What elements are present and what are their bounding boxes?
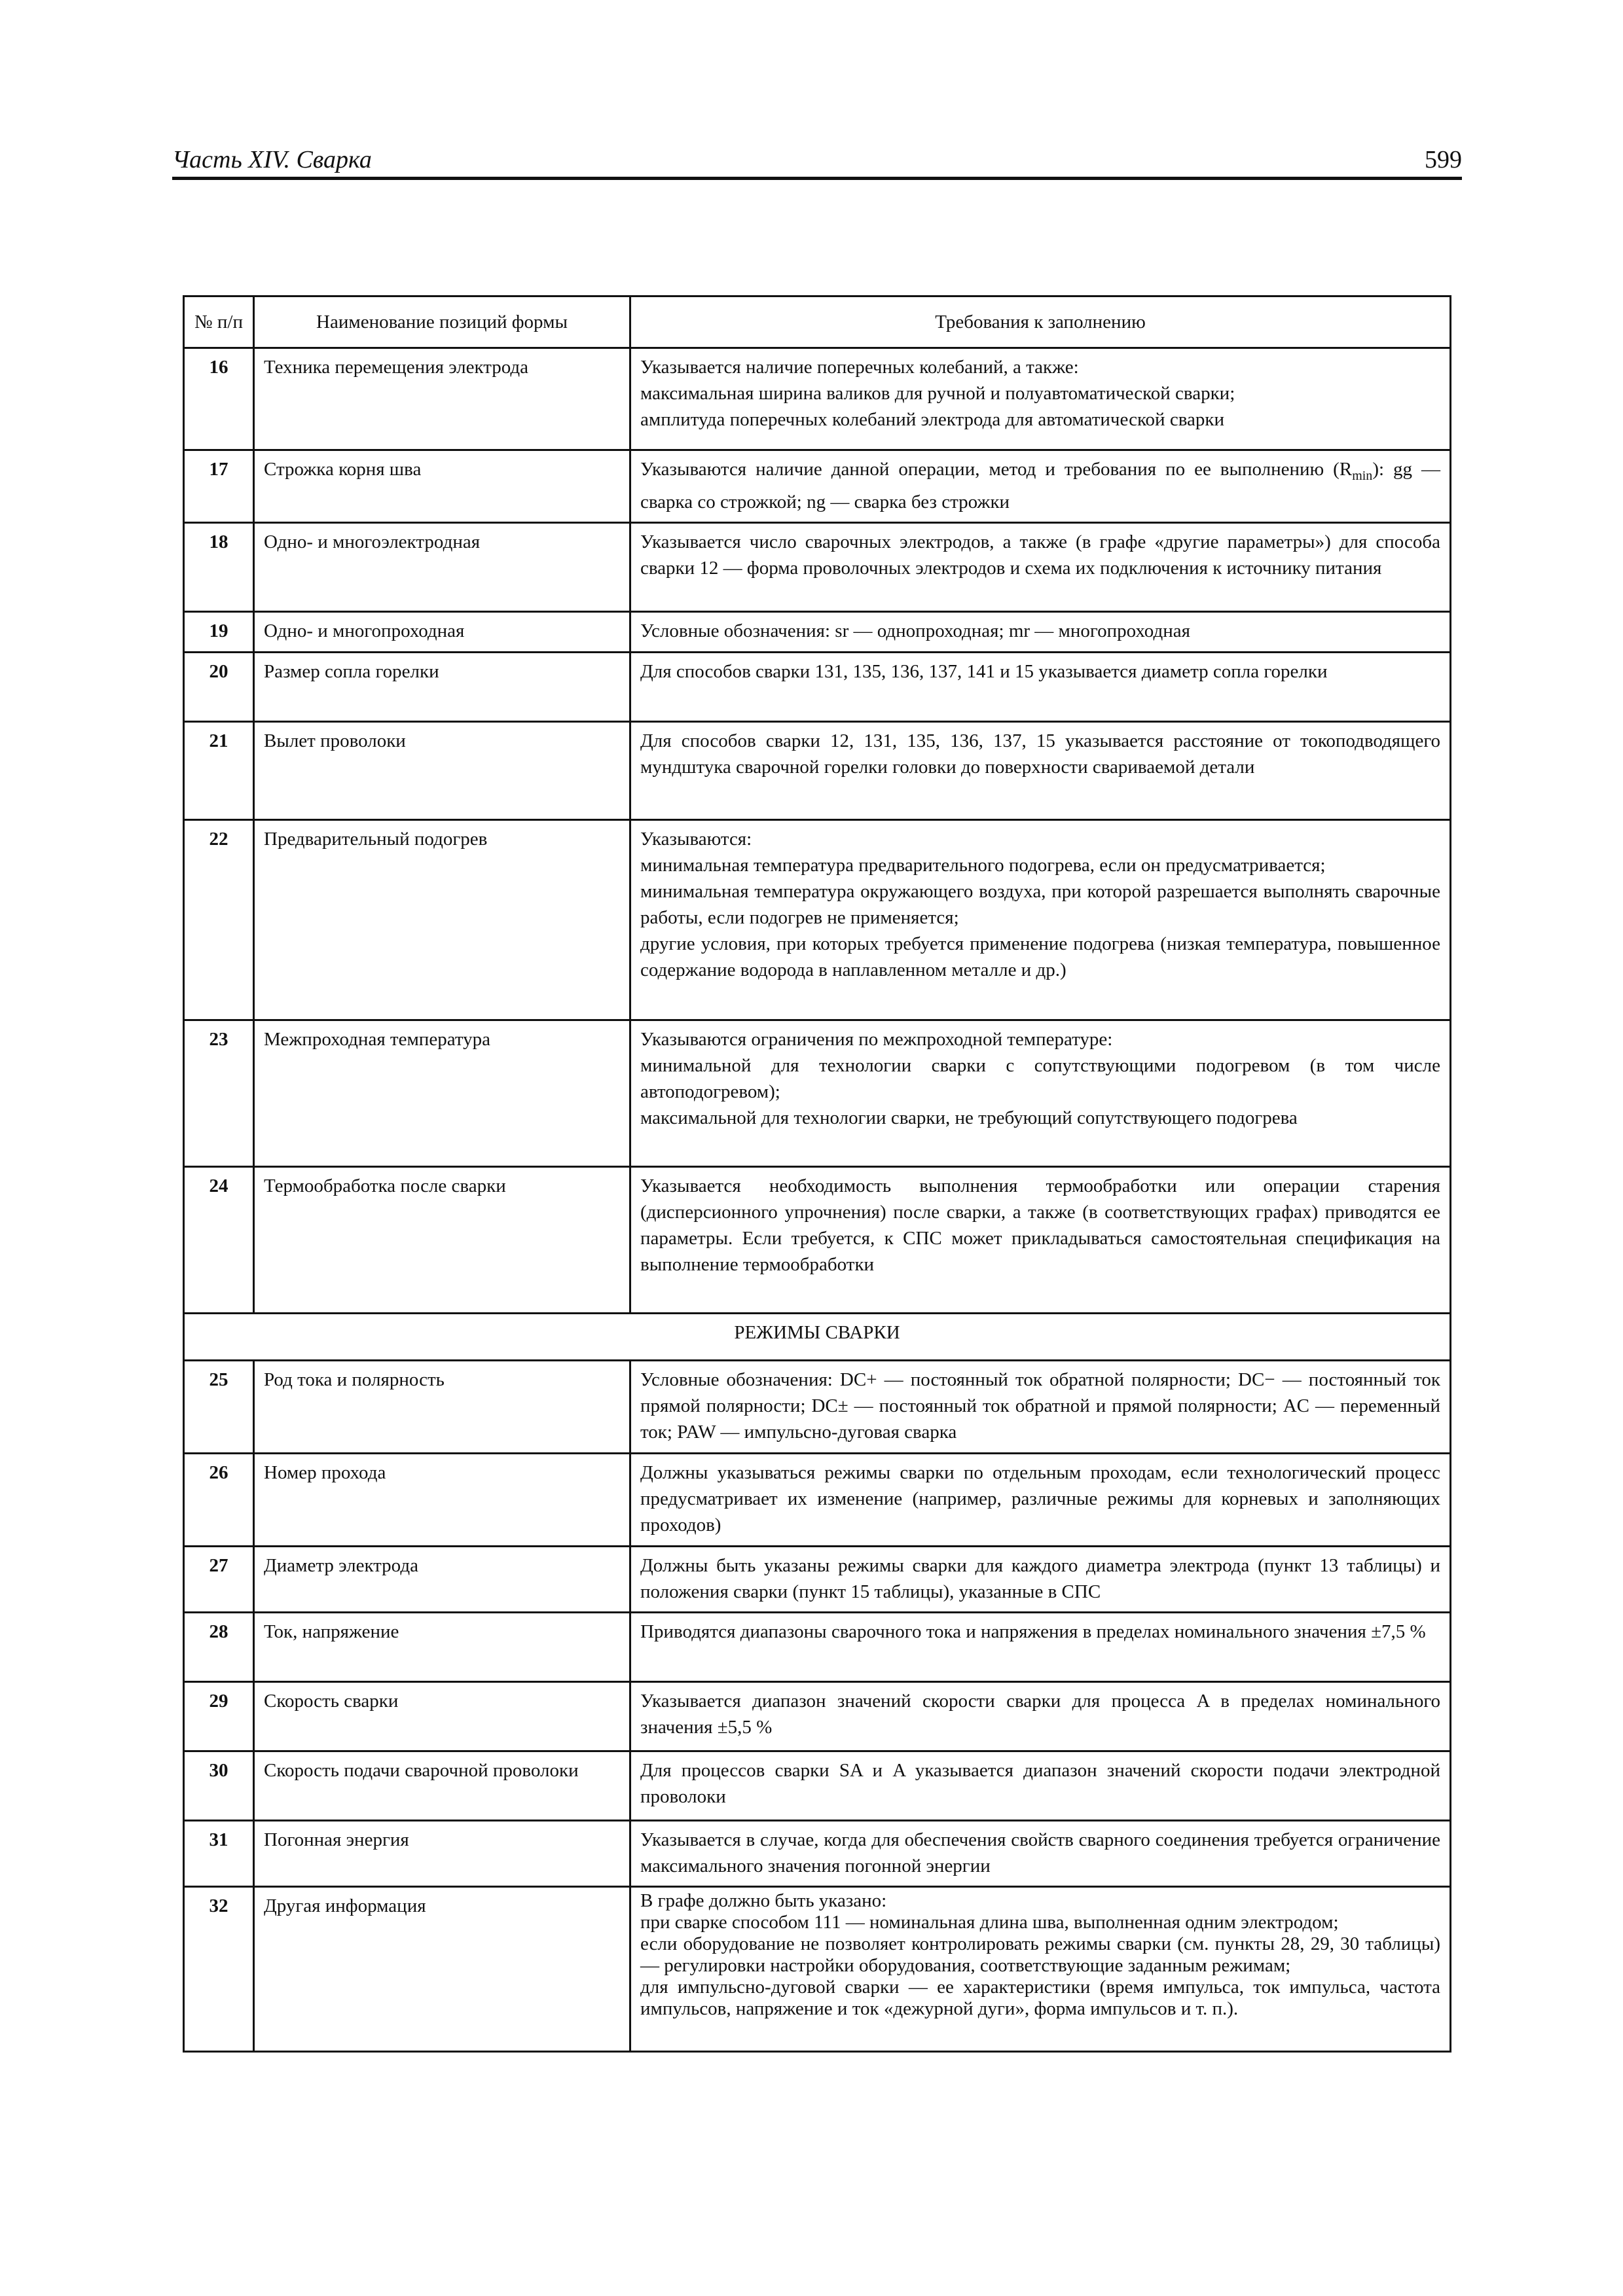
- requirement-line: минимальной для технологии сварки с сопутствующими подогревом (в том числе автоподогревом);: [640, 1054, 1440, 1102]
- requirement-line: максимальной для технологии сварки, не требующий сопутствующего подогрева: [640, 1107, 1298, 1128]
- row-requirements: Должны быть указаны режимы сварки для каждого диаметра электрода (пункт 13 таблицы) и положения сварки (пункт 15 таблицы), указанные в СПС: [630, 1546, 1451, 1612]
- section-title: РЕЖИМЫ СВАРКИ: [184, 1313, 1451, 1360]
- requirement-line: минимальная температура предварительного подогрева, если он предусматривается;: [640, 854, 1326, 876]
- row-position-name: Предварительный подогрев: [254, 819, 630, 1020]
- row-number: 28: [184, 1612, 254, 1681]
- table-row: [184, 1166, 1451, 1313]
- running-title: Часть XIV. Сварка: [172, 146, 372, 173]
- row-position-name: Размер сопла горелки: [254, 652, 630, 721]
- row-requirements: [630, 450, 1451, 523]
- header-rule: [172, 177, 1462, 180]
- requirement-text: Указываются наличие данной операции, метод и требования по ее выполнению (R: [640, 459, 1353, 480]
- row-position-name: Межпроходная температура: [254, 1020, 630, 1166]
- column-header-requirements: Требования к заполнению: [630, 296, 1451, 348]
- row-number: 17: [184, 450, 254, 523]
- row-number: 32: [184, 1886, 254, 2051]
- page-number: 599: [1425, 146, 1462, 173]
- table-row: [184, 1612, 1451, 1681]
- row-number: 22: [184, 819, 254, 1020]
- table-header-row: [184, 296, 1451, 348]
- row-number: 27: [184, 1546, 254, 1612]
- requirement-line: Указывается наличие поперечных колебаний, а также:: [640, 357, 1079, 378]
- row-requirements: Указывается в случае, когда для обеспечения свойств сварного соединения требуется ограничение максимального значения погонной энергии: [630, 1820, 1451, 1886]
- section-row: [184, 1313, 1451, 1360]
- table-row: [184, 1820, 1451, 1886]
- row-requirements: [630, 819, 1451, 1020]
- requirement-text: ): gg — сварка со строжкой; ng — сварка без строжки: [640, 459, 1440, 512]
- spec-table: [183, 295, 1451, 2053]
- row-number: 30: [184, 1751, 254, 1820]
- row-number: 20: [184, 652, 254, 721]
- row-position-name: Техника перемещения электрода: [254, 348, 630, 450]
- row-number: 21: [184, 721, 254, 819]
- row-position-name: Погонная энергия: [254, 1820, 630, 1886]
- requirement-line: если оборудование не позволяет контролировать режимы сварки (см. пункты 28, 29, 30 таблицы) — регулировки настройки оборудования, соответствующие заданным режимам;: [640, 1933, 1440, 1976]
- requirement-line: другие условия, при которых требуется применение подогрева (низкая температура, повышенное содержание водорода в наплавленном металле и др.): [640, 933, 1440, 980]
- table-row: [184, 652, 1451, 721]
- table-row: [184, 1453, 1451, 1546]
- requirement-line: Указываются ограничения по межпроходной температуре:: [640, 1028, 1113, 1050]
- subscript-min: min: [1352, 468, 1373, 483]
- row-number: 31: [184, 1820, 254, 1886]
- row-position-name: Ток, напряжение: [254, 1612, 630, 1681]
- table-row: [184, 1751, 1451, 1820]
- column-header-number: № п/п: [184, 296, 254, 348]
- row-number: 25: [184, 1360, 254, 1453]
- table-row: [184, 611, 1451, 652]
- table-row: [184, 1546, 1451, 1612]
- row-requirements: [630, 1020, 1451, 1166]
- page-header: [172, 145, 1462, 179]
- row-number: 18: [184, 522, 254, 611]
- row-requirements: Указывается необходимость выполнения термообработки или операции старения (дисперсионного упрочнения) после сварки, а также (в соответствующих графах) приводятся ее параметры. Если требуется, к СПС может прикладываться самостоятельная спецификация на выполнение термообработки: [630, 1166, 1451, 1313]
- table-row: [184, 1360, 1451, 1453]
- row-position-name: Номер прохода: [254, 1453, 630, 1546]
- row-requirements: Должны указываться режимы сварки по отдельным проходам, если технологический процесс предусматривает их изменение (например, различные режимы для корневых и заполняющих проходов): [630, 1453, 1451, 1546]
- row-number: 24: [184, 1166, 254, 1313]
- table-row: [184, 522, 1451, 611]
- row-position-name: Одно- и многопроходная: [254, 611, 630, 652]
- row-requirements: Приводятся диапазоны сварочного тока и напряжения в пределах номинального значения ±7,5 %: [630, 1612, 1451, 1681]
- table-row: [184, 721, 1451, 819]
- requirement-line: амплитуда поперечных колебаний электрода для автоматической сварки: [640, 409, 1224, 430]
- row-requirements: Для способов сварки 131, 135, 136, 137, 141 и 15 указывается диаметр сопла горелки: [630, 652, 1451, 721]
- row-number: 16: [184, 348, 254, 450]
- row-position-name: Диаметр электрода: [254, 1546, 630, 1612]
- row-position-name: Одно- и многоэлектродная: [254, 522, 630, 611]
- row-position-name: Термообработка после сварки: [254, 1166, 630, 1313]
- row-requirements: Указывается число сварочных электродов, а также (в графе «другие параметры») для способа сварки 12 — форма проволочных электродов и схема их подключения к источнику питания: [630, 522, 1451, 611]
- row-position-name: Другая информация: [254, 1886, 630, 2051]
- table-row: [184, 819, 1451, 1020]
- row-position-name: Вылет проволоки: [254, 721, 630, 819]
- requirement-line: В графе должно быть указано:: [640, 1890, 887, 1911]
- table-row: [184, 1020, 1451, 1166]
- requirement-line: Указываются:: [640, 828, 752, 850]
- table-row: [184, 1886, 1451, 2051]
- requirement-line: при сварке способом 111 — номинальная длина шва, выполненная одним электродом;: [640, 1911, 1339, 1933]
- table-row: [184, 450, 1451, 523]
- requirement-line: максимальная ширина валиков для ручной и полуавтоматической сварки;: [640, 383, 1235, 404]
- row-number: 29: [184, 1681, 254, 1751]
- table-row: [184, 1681, 1451, 1751]
- row-requirements: Для способов сварки 12, 131, 135, 136, 137, 15 указывается расстояние от токоподводящего мундштука сварочной горелки головки до поверхности свариваемой детали: [630, 721, 1451, 819]
- row-number: 19: [184, 611, 254, 652]
- row-requirements: [630, 348, 1451, 450]
- requirement-line: для импульсно-дуговой сварки — ее характеристики (время импульса, ток импульса, частота импульсов, напряжение и ток «дежурной дуги», форма импульсов и т. п.).: [640, 1976, 1440, 2019]
- row-number: 26: [184, 1453, 254, 1546]
- table-row: [184, 348, 1451, 450]
- row-requirements: Для процессов сварки SA и A указывается диапазон значений скорости подачи электродной проволоки: [630, 1751, 1451, 1820]
- row-requirements: [630, 1886, 1451, 2051]
- row-number: 23: [184, 1020, 254, 1166]
- row-position-name: Строжка корня шва: [254, 450, 630, 523]
- column-header-name: Наименование позиций формы: [254, 296, 630, 348]
- row-requirements: Условные обозначения: sr — однопроходная; mr — многопроходная: [630, 611, 1451, 652]
- row-requirements: Условные обозначения: DC+ — постоянный ток обратной полярности; DC− — постоянный ток прямой полярности; DC± — постоянный ток обратной и прямой полярности; AC — переменный ток; PAW — импульсно-дуговая сварка: [630, 1360, 1451, 1453]
- row-position-name: Скорость сварки: [254, 1681, 630, 1751]
- row-position-name: Род тока и полярность: [254, 1360, 630, 1453]
- requirement-line: минимальная температура окружающего воздуха, при которой разрешается выполнять сварочные работы, если подогрев не применяется;: [640, 880, 1440, 928]
- row-requirements: Указывается диапазон значений скорости сварки для процесса A в пределах номинального значения ±5,5 %: [630, 1681, 1451, 1751]
- row-position-name: Скорость подачи сварочной проволоки: [254, 1751, 630, 1820]
